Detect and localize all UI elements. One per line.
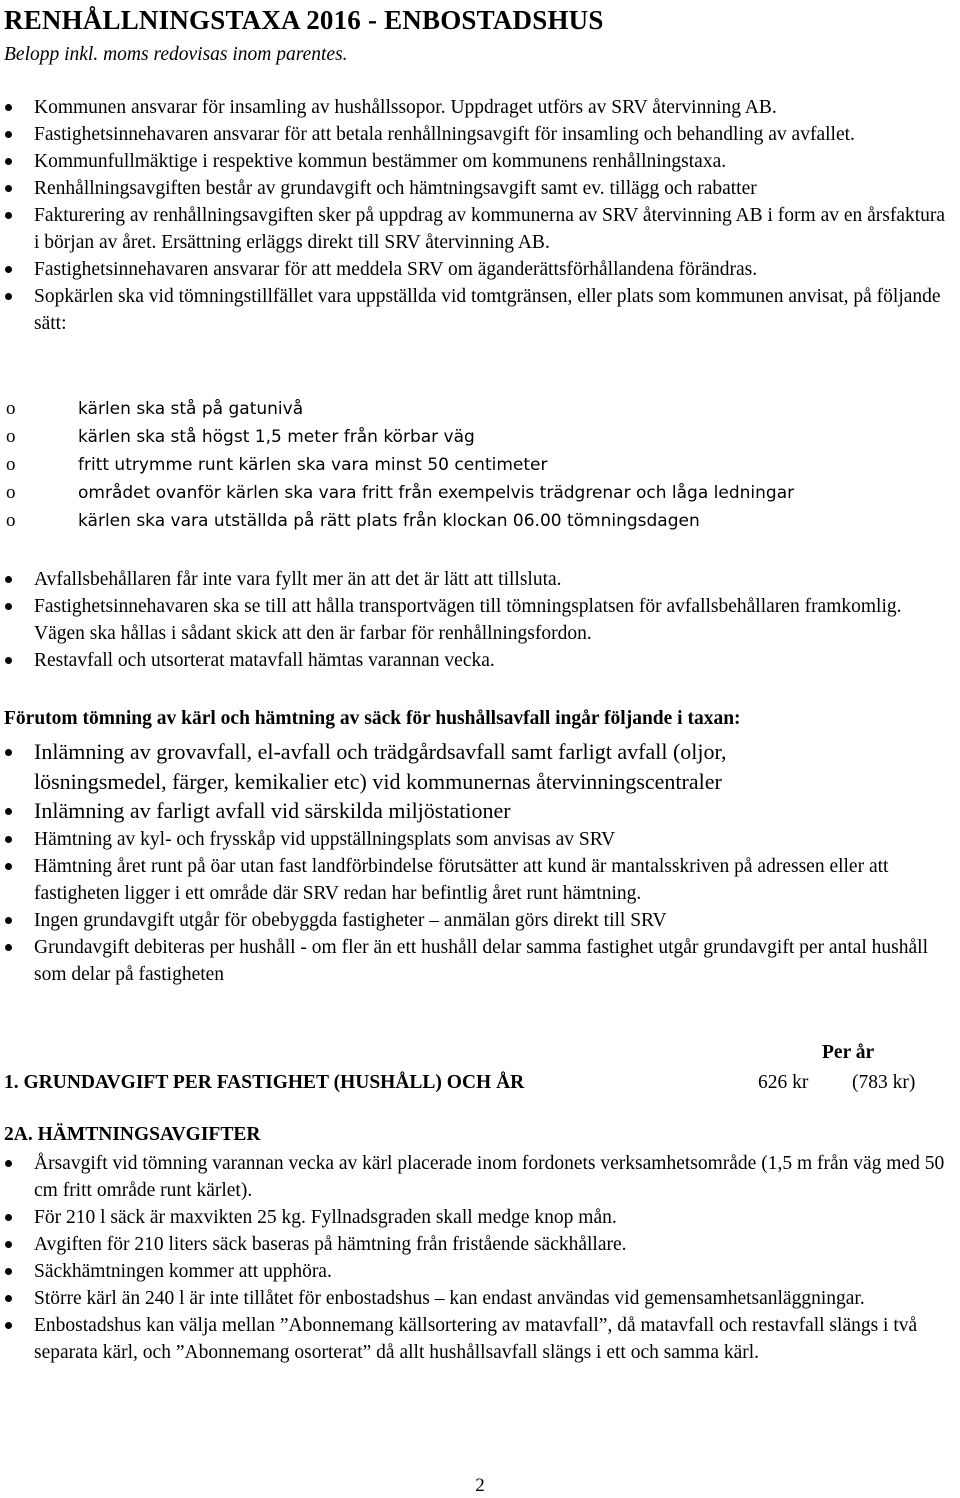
bullet-icon	[5, 603, 12, 610]
list-item: Avfallsbehållaren får inte vara fyllt mer än att det är lätt att tillsluta.	[0, 566, 940, 593]
circle-bullet-icon: o	[6, 510, 16, 531]
list-item: Hämtning av kyl- och frysskåp vid uppställningsplats som anvisas av SRV	[0, 826, 960, 853]
placement-rules-list	[6, 395, 960, 535]
list-item: Större kärl än 240 l är inte tillåtet för enbostadshus – kan endast användas vid gemensamhetsanläggningar.	[0, 1285, 950, 1312]
bullet-icon	[5, 749, 12, 756]
collection-fees-heading: 2A. HÄMTNINGSAVGIFTER	[4, 1124, 261, 1145]
included-services-large-list	[0, 737, 830, 826]
bullet-icon	[5, 212, 12, 219]
list-item: Sopkärlen ska vid tömningstillfället vara uppställda vid tomtgränsen, eller plats som kommunen anvisat, på följande sätt:	[0, 283, 950, 337]
list-item: o fritt utrymme runt kärlen ska vara minst 50 centimeter	[6, 451, 960, 479]
bullet-icon	[5, 836, 12, 843]
bullet-icon	[5, 1214, 12, 1221]
bullet-icon	[5, 944, 12, 951]
basic-fee-amount-incl-vat: (783 kr)	[852, 1072, 916, 1093]
page-number: 2	[475, 1475, 485, 1496]
bullet-icon	[5, 185, 12, 192]
included-services-list	[0, 826, 960, 988]
bullet-icon	[5, 1241, 12, 1248]
bullet-icon	[5, 266, 12, 273]
list-item: o området ovanför kärlen ska vara fritt från exempelvis trädgrenar och låga ledningar	[6, 479, 960, 507]
list-item: o kärlen ska stå på gatunivå	[6, 395, 960, 423]
bullet-icon	[5, 293, 12, 300]
bullet-icon	[5, 104, 12, 111]
list-item: Inlämning av farligt avfall vid särskilda miljöstationer	[0, 796, 830, 826]
list-item: Fakturering av renhållningsavgiften sker på uppdrag av kommunerna av SRV återvinning AB i form av en årsfaktura i början av året. Ersättning erläggs direkt till SRV återvinning AB.	[0, 202, 950, 256]
list-item: Renhållningsavgiften består av grundavgift och hämtningsavgift samt ev. tillägg och rabatter	[0, 175, 950, 202]
bullet-icon	[5, 131, 12, 138]
bullet-icon	[5, 863, 12, 870]
list-item: o kärlen ska stå högst 1,5 meter från körbar väg	[6, 423, 960, 451]
intro-bullet-list	[0, 94, 960, 337]
per-year-header: Per år	[822, 1042, 875, 1063]
bullet-icon	[5, 1160, 12, 1167]
container-rules-list	[0, 566, 940, 674]
list-item: Fastighetsinnehavaren ansvarar för att meddela SRV om äganderättsförhållandena förändras.	[0, 256, 950, 283]
circle-bullet-icon: o	[6, 482, 16, 503]
bullet-icon	[5, 808, 12, 815]
document-subtitle: Belopp inkl. moms redovisas inom parentes.	[4, 44, 348, 65]
collection-fees-list	[0, 1150, 950, 1366]
bullet-icon	[5, 1295, 12, 1302]
circle-bullet-icon: o	[6, 426, 16, 447]
list-item: Inlämning av grovavfall, el-avfall och trädgårdsavfall samt farligt avfall (oljor, lösningsmedel, färger, kemikalier etc) vid kommunernas återvinningscentraler	[0, 737, 830, 796]
list-item: Ingen grundavgift utgår för obebyggda fastigheter – anmälan görs direkt till SRV	[0, 907, 960, 934]
bullet-icon	[5, 576, 12, 583]
list-item: o kärlen ska vara utställda på rätt plats från klockan 06.00 tömningsdagen	[6, 507, 960, 535]
list-item: Grundavgift debiteras per hushåll - om fler än ett hushåll delar samma fastighet utgår grundavgift per antal hushåll som delar på fastigheten	[0, 934, 960, 988]
bullet-icon	[5, 657, 12, 664]
bullet-icon	[5, 917, 12, 924]
list-item: Säckhämtningen kommer att upphöra.	[0, 1258, 950, 1285]
list-item: Avgiften för 210 liters säck baseras på hämtning från fristående säckhållare.	[0, 1231, 950, 1258]
basic-fee-amount: 626 kr	[758, 1072, 809, 1093]
list-item: För 210 l säck är maxvikten 25 kg. Fyllnadsgraden skall medge knop mån.	[0, 1204, 950, 1231]
list-item: Enbostadshus kan välja mellan ”Abonnemang källsortering av matavfall”, då matavfall och restavfall slängs i två separata kärl, och ”Abonnemang osorterat” då allt hushållsavfall slängs i ett och samma kärl.	[0, 1312, 950, 1366]
included-services-heading: Förutom tömning av kärl och hämtning av säck för hushållsavfall ingår följande i taxan:	[4, 708, 741, 729]
bullet-icon	[5, 158, 12, 165]
list-item: Restavfall och utsorterat matavfall hämtas varannan vecka.	[0, 647, 940, 674]
list-item: Kommunen ansvarar för insamling av hushållssopor. Uppdraget utförs av SRV återvinning AB.	[0, 94, 950, 121]
list-item: Fastighetsinnehavaren ansvarar för att betala renhållningsavgift för insamling och behandling av avfallet.	[0, 121, 950, 148]
list-item: Årsavgift vid tömning varannan vecka av kärl placerade inom fordonets verksamhetsområde (1,5 m från väg med 50 cm fritt område runt kärlet).	[0, 1150, 950, 1204]
document-title: RENHÅLLNINGSTAXA 2016 - ENBOSTADSHUS	[4, 5, 604, 35]
basic-fee-label: 1. GRUNDAVGIFT PER FASTIGHET (HUSHÅLL) OCH ÅR	[4, 1072, 525, 1093]
list-item: Kommunfullmäktige i respektive kommun bestämmer om kommunens renhållningstaxa.	[0, 148, 950, 175]
circle-bullet-icon: o	[6, 454, 16, 475]
list-item: Hämtning året runt på öar utan fast landförbindelse förutsätter att kund är mantalsskriven på adressen eller att fastigheten ligger i ett område där SRV redan har befintlig året runt hämtning.	[0, 853, 960, 907]
bullet-icon	[5, 1268, 12, 1275]
list-item: Fastighetsinnehavaren ska se till att hålla transportvägen till tömningsplatsen för avfallsbehållaren framkomlig. Vägen ska hållas i sådant skick att den är farbar för renhållningsfordon.	[0, 593, 940, 647]
circle-bullet-icon: o	[6, 398, 16, 419]
basic-fee-row	[4, 1069, 944, 1097]
bullet-icon	[5, 1322, 12, 1329]
